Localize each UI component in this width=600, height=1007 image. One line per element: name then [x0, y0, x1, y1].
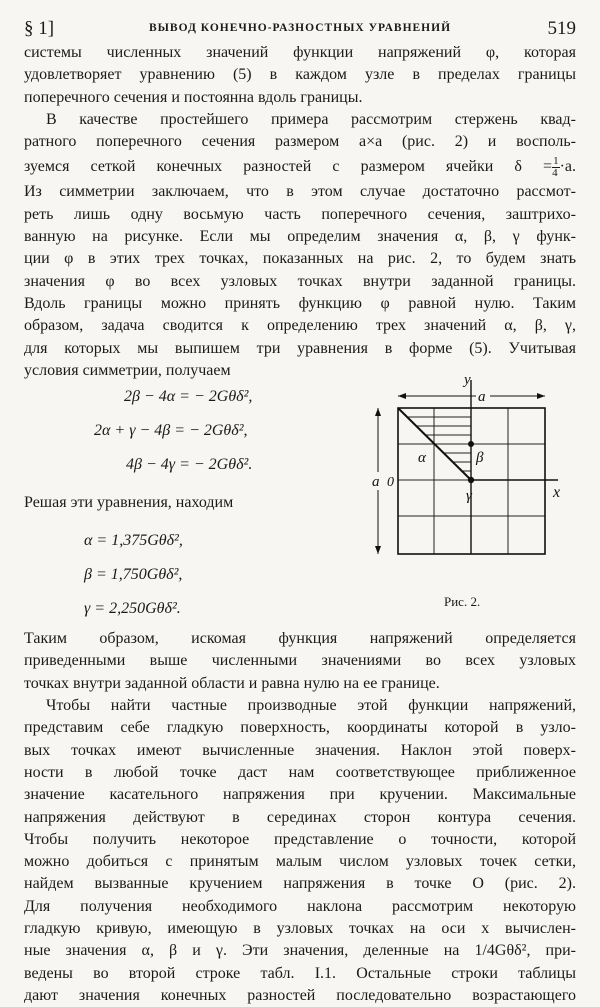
label-gamma: γ	[466, 488, 472, 505]
arrowhead	[398, 393, 406, 399]
arrowhead	[375, 408, 381, 416]
paragraph-3	[24, 628, 576, 695]
text-line: системы численных значений функции напряжений φ, которая	[24, 44, 576, 61]
running-header	[24, 12, 576, 42]
text-line: удовлетворяет уравнению (5) в каждом узле в пределах границы	[24, 66, 576, 84]
text-line: поперечного сечения и постоянна вдоль границы.	[24, 88, 363, 106]
text-line: Чтобы получить некоторое представление о точности, которой	[24, 830, 576, 848]
text-line: образом, задача сводится к определению трех значений α, β, γ,	[24, 317, 576, 335]
paragraph-1	[24, 42, 576, 109]
node-gamma	[468, 477, 474, 483]
label-x: x	[553, 484, 561, 502]
text-line: реть лишь одну восьмую часть поперечного сечения, заштрихо-	[24, 205, 576, 223]
fraction-denominator: 4	[552, 167, 558, 180]
label-beta: β	[476, 450, 484, 467]
text-line: дают значения конечных разностей последовательно возрастающего	[24, 986, 576, 1004]
text-line: значения φ во всех узловых точках внутри заданной границы.	[24, 272, 576, 290]
text-line: Для получения необходимого наклона рассмотрим некоторую	[24, 897, 576, 915]
text-line: Вдоль границы можно принять функцию φ равной нулю. Таким	[24, 294, 576, 312]
text-line: ные значения α, β и γ. Эти значения, деленные на 1/4Gθδ², при-	[24, 942, 576, 960]
text-line: ности в любой точке даст нам соответствующее приближенное	[24, 763, 576, 781]
label-origin: 0	[387, 475, 394, 491]
label-alpha: α	[418, 450, 426, 467]
solution-alpha: α = 1,375Gθδ²,	[84, 532, 183, 550]
text-line: ведены во второй строке табл. I.1. Остальные строки таблицы	[24, 964, 576, 982]
running-title: ВЫВОД КОНЕЧНО-РАЗНОСТНЫХ УРАВНЕНИЙ	[148, 22, 452, 34]
page-number: 519	[547, 18, 576, 39]
text-line: представим себе гладкую поверхность, координаты которой в узло-	[24, 719, 576, 737]
fraction	[552, 156, 560, 179]
text-line: В качестве простейшего примера рассмотрим стержень квад-	[46, 110, 576, 128]
solution-gamma: γ = 2,250Gθδ².	[84, 600, 181, 618]
text-line: приведенными выше численными значениями во всех узловых	[24, 652, 576, 670]
text-span: ·a.	[559, 158, 576, 176]
figure-grid	[352, 376, 576, 616]
section-marker: § 1]	[24, 18, 55, 39]
text-span: зуемся сеткой конечных разностей с размером ячейки δ =	[24, 158, 553, 176]
equations-and-figure	[24, 376, 576, 628]
solution-beta: β = 1,750Gθδ²,	[84, 566, 183, 584]
paragraph-2	[24, 109, 576, 382]
text-line: найдем вызванные кручением напряжения в точке O (рис. 2).	[24, 875, 576, 893]
page	[24, 12, 576, 1007]
node-beta	[468, 441, 474, 447]
arrowhead	[375, 546, 381, 554]
label-a-top: a	[478, 389, 486, 406]
text-line: условия симметрии, получаем	[24, 361, 231, 379]
text-line: гладкую кривую, имеющую в узловых точках на оси x вычислен-	[24, 920, 576, 938]
equation-2: 2α + γ − 4β = − 2Gθδ²,	[94, 422, 248, 440]
text-line: вых точках имеют вычисленные значения. Наклон этой поверх-	[24, 741, 576, 759]
label-y: y	[464, 376, 471, 389]
text-line: ванную на рисунке. Если мы определим значения α, β, γ функ-	[24, 228, 576, 246]
text-line: Чтобы найти частные производные этой функции напряжений,	[46, 697, 576, 715]
text-line: Таким образом, искомая функция напряжений определяется	[24, 630, 576, 648]
paragraph-4	[24, 695, 576, 1007]
text-line-with-fraction	[24, 153, 576, 181]
equation-1: 2β − 4α = − 2Gθδ²,	[124, 388, 253, 406]
text-line: Из симметрии заключаем, что в этом случае достаточно рассмот-	[24, 183, 576, 201]
label-a-left: a	[372, 474, 380, 491]
text-line: можно добиться с принятым малым числом узловых точек сетки,	[24, 853, 576, 871]
text-line: ции φ в этих трех точках, показанных на рис. 2, то будем знать	[24, 250, 576, 268]
text-line: точках внутри заданной области и равна нулю на ее границе.	[24, 674, 440, 692]
solve-text: Решая эти уравнения, находим	[24, 494, 234, 512]
text-line: ратного поперечного сечения размером a×a (рис. 2) и восполь-	[24, 133, 576, 151]
text-line: для которых мы выпишем три уравнения в форме (5). Учитывая	[24, 339, 576, 357]
text-line: напряжения действуют в серединах сторон контура сечения.	[24, 808, 576, 826]
fraction-numerator: 1	[553, 155, 559, 168]
arrowhead	[537, 393, 545, 399]
figure-caption: Рис. 2.	[444, 594, 481, 610]
text-line: значение касательного напряжения при кручении. Максимальные	[24, 786, 576, 804]
equation-3: 4β − 4γ = − 2Gθδ².	[126, 456, 253, 474]
